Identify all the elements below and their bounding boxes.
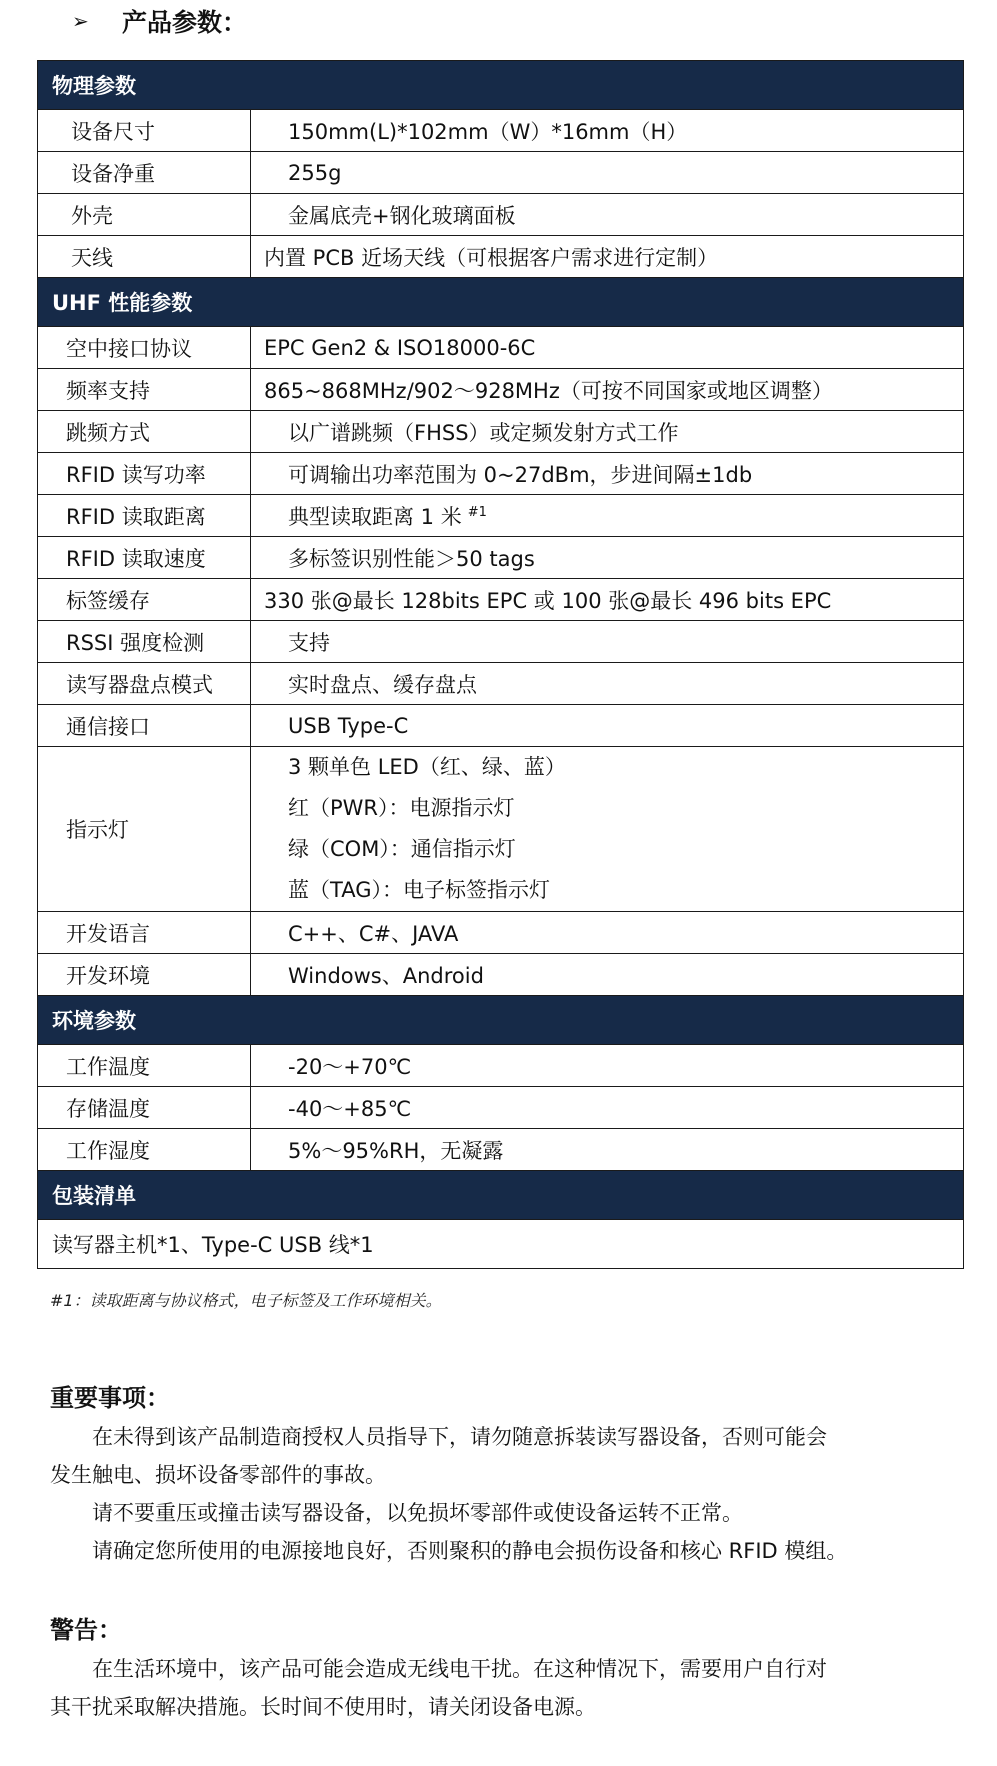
row-value: 支持	[251, 621, 964, 663]
paragraph-line: 在未得到该产品制造商授权人员指导下，请勿随意拆装读写器设备，否则可能会	[50, 1425, 827, 1449]
row-label: 频率支持	[38, 369, 251, 411]
row-value: 以广谱跳频（FHSS）或定频发射方式工作	[251, 411, 964, 453]
table-row	[38, 194, 964, 236]
row-label: 工作温度	[38, 1045, 251, 1087]
row-value: EPC Gen2 & ISO18000-6C	[251, 327, 964, 369]
row-value: 内置 PCB 近场天线（可根据客户需求进行定制）	[251, 236, 964, 278]
arrow-bullet-icon: ➢	[72, 9, 89, 33]
section-header-physical: 物理参数	[38, 61, 964, 110]
table-row	[38, 954, 964, 996]
row-value	[251, 495, 964, 537]
indicator-line: 绿（COM）：通信指示灯	[288, 837, 516, 861]
row-label: RFID 读取速度	[38, 537, 251, 579]
table-row	[38, 369, 964, 411]
heading-title: 产品参数：	[122, 8, 248, 37]
row-value: 多标签识别性能＞50 tags	[251, 537, 964, 579]
row-value: -40～+85℃	[251, 1087, 964, 1129]
row-label: 开发环境	[38, 954, 251, 996]
table-row	[38, 453, 964, 495]
row-label: 天线	[38, 236, 251, 278]
row-label: 存储温度	[38, 1087, 251, 1129]
table-row	[38, 579, 964, 621]
row-label: 空中接口协议	[38, 327, 251, 369]
row-value: 150mm(L)*102mm（W）*16mm（H）	[251, 110, 964, 152]
row-value-text: 典型读取距离 1 米	[288, 504, 462, 529]
section-header-uhf: UHF 性能参数	[38, 278, 964, 327]
footnote-marker: #1	[467, 504, 487, 520]
table-row	[38, 663, 964, 705]
paragraph-line: 发生触电、损坏设备零部件的事故。	[50, 1463, 386, 1487]
row-label: RFID 读取距离	[38, 495, 251, 537]
row-value: C++、C#、JAVA	[251, 912, 964, 954]
important-title: 重要事项：	[50, 1384, 170, 1412]
table-row	[38, 152, 964, 194]
row-value-multiline	[251, 747, 964, 912]
indicator-line: 蓝（TAG）：电子标签指示灯	[288, 878, 550, 902]
row-label: RSSI 强度检测	[38, 621, 251, 663]
paragraph-line: 在生活环境中，该产品可能会造成无线电干扰。在这种情况下，需要用户自行对	[50, 1657, 827, 1681]
row-label: 设备净重	[38, 152, 251, 194]
row-label: 读写器盘点模式	[38, 663, 251, 705]
package-row	[38, 1220, 964, 1269]
row-label: 设备尺寸	[38, 110, 251, 152]
row-value: 金属底壳+钢化玻璃面板	[251, 194, 964, 236]
row-value: 5%～95%RH，无凝露	[251, 1129, 964, 1171]
row-value: USB Type-C	[251, 705, 964, 747]
table-row	[38, 912, 964, 954]
indicator-line: 3 颗单色 LED（红、绿、蓝）	[288, 755, 566, 779]
package-value: 读写器主机*1、Type-C USB 线*1	[38, 1220, 964, 1269]
table-row	[38, 110, 964, 152]
paragraph-line: 其干扰采取解决措施。长时间不使用时，请关闭设备电源。	[50, 1695, 596, 1719]
table-row	[38, 1045, 964, 1087]
row-label: RFID 读写功率	[38, 453, 251, 495]
paragraph-line: 请确定您所使用的电源接地良好，否则聚积的静电会损伤设备和核心 RFID 模组。	[50, 1539, 848, 1563]
row-label: 标签缓存	[38, 579, 251, 621]
table-row	[38, 705, 964, 747]
row-label: 通信接口	[38, 705, 251, 747]
row-label: 开发语言	[38, 912, 251, 954]
row-value: 330 张@最长 128bits EPC 或 100 张@最长 496 bits EPC	[251, 579, 964, 621]
table-row	[38, 1087, 964, 1129]
row-label: 指示灯	[38, 747, 251, 912]
table-row	[38, 327, 964, 369]
row-value: 可调输出功率范围为 0~27dBm，步进间隔±1db	[251, 453, 964, 495]
warning-title: 警告：	[50, 1616, 122, 1644]
table-row	[38, 1129, 964, 1171]
important-body	[50, 1418, 950, 1570]
table-row	[38, 537, 964, 579]
row-label: 外壳	[38, 194, 251, 236]
table-row-indicator	[38, 747, 964, 912]
warning-body	[50, 1650, 950, 1726]
row-label: 跳频方式	[38, 411, 251, 453]
section-header-package: 包装清单	[38, 1171, 964, 1220]
row-label: 工作湿度	[38, 1129, 251, 1171]
row-value: 实时盘点、缓存盘点	[251, 663, 964, 705]
table-row	[38, 411, 964, 453]
section-header-environment: 环境参数	[38, 996, 964, 1045]
paragraph-line: 请不要重压或撞击读写器设备，以免损坏零部件或使设备运转不正常。	[50, 1501, 743, 1525]
row-value: -20～+70℃	[251, 1045, 964, 1087]
section-heading	[72, 4, 247, 38]
table-row	[38, 621, 964, 663]
row-value: 255g	[251, 152, 964, 194]
spec-table	[37, 60, 964, 1269]
row-value: 865~868MHz/902～928MHz（可按不同国家或地区调整）	[251, 369, 964, 411]
row-value: Windows、Android	[251, 954, 964, 996]
indicator-line: 红（PWR）：电源指示灯	[288, 796, 515, 820]
footnote: #1：读取距离与协议格式，电子标签及工作环境相关。	[50, 1291, 442, 1310]
table-row	[38, 236, 964, 278]
table-row	[38, 495, 964, 537]
